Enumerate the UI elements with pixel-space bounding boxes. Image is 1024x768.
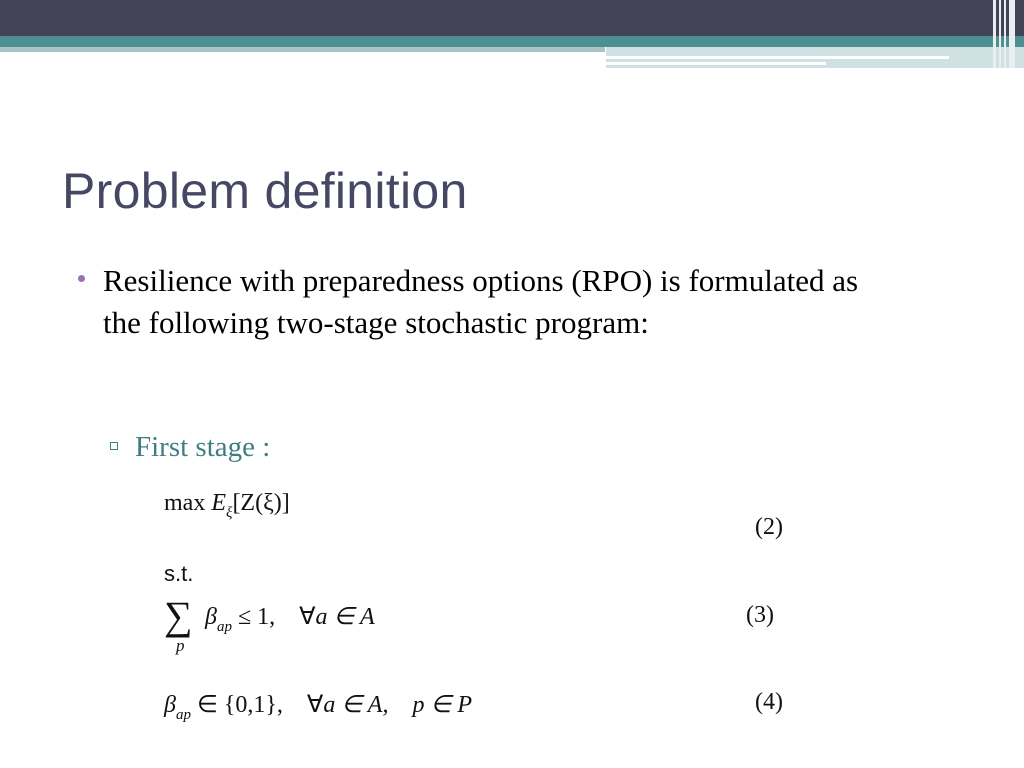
summation-symbol: ∑ [164, 593, 193, 638]
header-dark-bar [0, 0, 1024, 36]
header-accent-line [606, 62, 826, 65]
equation-number-4: (4) [755, 689, 783, 715]
forall-symbol: ∀ [306, 692, 324, 718]
constraint-3-relation: ≤ 1, [231, 604, 276, 630]
summation-index: p [176, 636, 185, 655]
sub-bullet-text: First stage : [135, 431, 271, 463]
beta-subscript: ap [175, 707, 191, 723]
header-edge-stripe [999, 0, 1001, 68]
constraint-4 [164, 690, 473, 723]
equation-number-2: (2) [755, 514, 783, 540]
slide-title: Problem definition [62, 163, 468, 219]
beta-subscript: ap [216, 619, 232, 635]
expectation-subscript: ξ [226, 505, 233, 521]
expectation-symbol: E [211, 490, 226, 516]
header-edge-stripe [993, 0, 996, 68]
constraint-4-domain-a: a ∈ A, [323, 692, 389, 718]
header-teal-band [0, 36, 1024, 47]
header-accent-line [606, 56, 949, 59]
constraint-4-set: ∈ {0,1}, [190, 692, 283, 718]
forall-symbol: ∀ [299, 604, 316, 630]
constraint-3-domain: a ∈ A [315, 604, 375, 630]
equation-number-3: (3) [746, 602, 774, 628]
bullet-dot-icon [78, 275, 85, 282]
subject-to-label: s.t. [164, 561, 194, 586]
header-edge-stripe [1004, 0, 1006, 68]
sub-bullet-square-icon [110, 442, 118, 450]
beta-symbol: β [164, 692, 176, 718]
objective-equation [164, 490, 290, 521]
constraint-4-domain-p: p ∈ P [412, 692, 473, 718]
max-operator: max [164, 490, 206, 516]
constraint-3 [205, 602, 375, 635]
header-light-band [0, 47, 605, 52]
objective-body: [Z(ξ)] [232, 490, 290, 516]
bullet-text: Resilience with preparedness options (RPO) is formulated as the following two-stage stochastic program: [103, 263, 859, 340]
beta-symbol: β [205, 604, 217, 630]
header-edge-stripe [1009, 0, 1015, 68]
